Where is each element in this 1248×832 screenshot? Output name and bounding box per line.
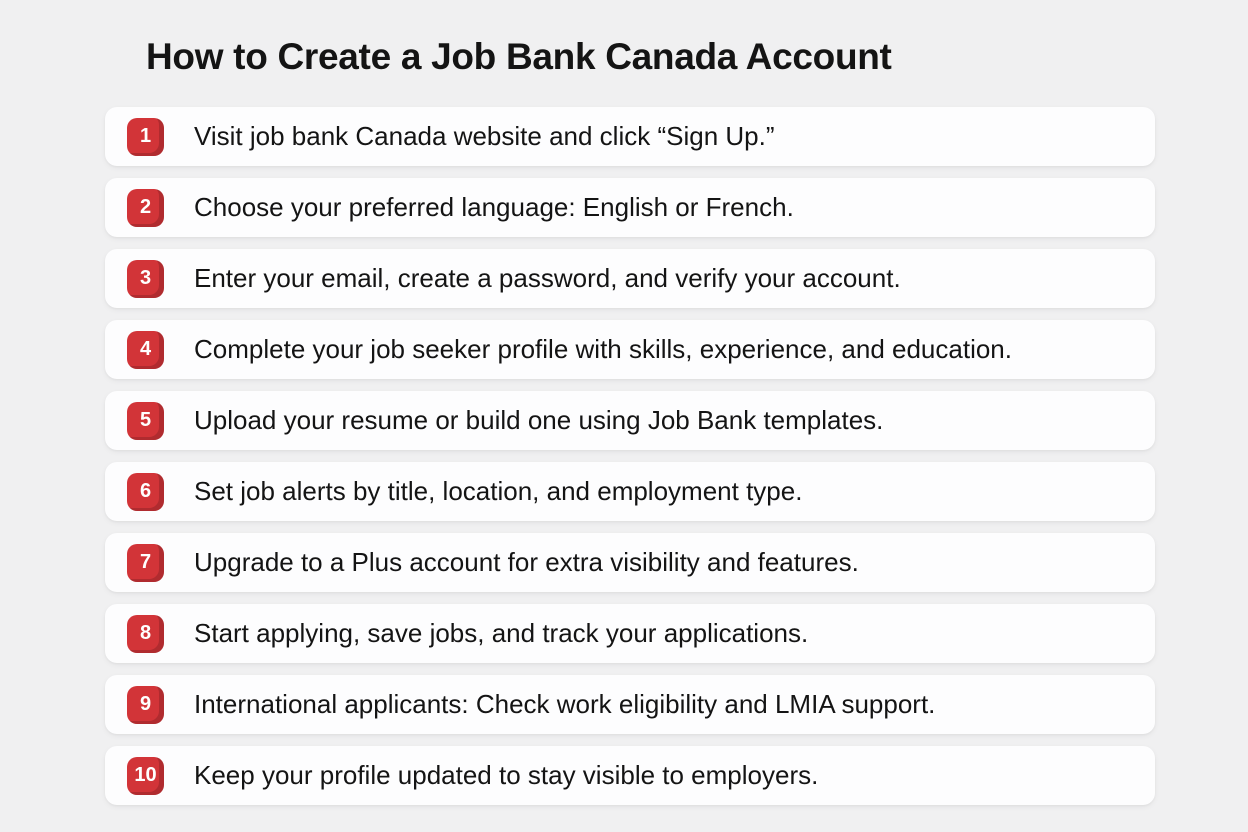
step-card <box>105 746 1155 805</box>
step-text: International applicants: Check work eligibility and LMIA support. <box>194 689 936 719</box>
step-text: Upgrade to a Plus account for extra visibility and features. <box>194 547 859 577</box>
step-number-badge: 7 <box>127 544 164 582</box>
step-card <box>105 604 1155 663</box>
step-card <box>105 107 1155 166</box>
step-card <box>105 320 1155 379</box>
step-card <box>105 249 1155 308</box>
step-number-badge: 10 <box>127 757 164 795</box>
step-text: Enter your email, create a password, and verify your account. <box>194 263 901 293</box>
step-number-badge: 1 <box>127 118 164 156</box>
step-text: Complete your job seeker profile with skills, experience, and education. <box>194 334 1012 364</box>
step-text: Start applying, save jobs, and track your applications. <box>194 618 809 648</box>
step-number-badge: 2 <box>127 189 164 227</box>
step-number-badge: 6 <box>127 473 164 511</box>
step-text: Upload your resume or build one using Job Bank templates. <box>194 405 884 435</box>
step-number-badge: 8 <box>127 615 164 653</box>
step-card <box>105 533 1155 592</box>
step-card <box>105 462 1155 521</box>
step-text: Visit job bank Canada website and click “Sign Up.” <box>194 121 775 151</box>
step-text: Set job alerts by title, location, and employment type. <box>194 476 803 506</box>
step-number-badge: 3 <box>127 260 164 298</box>
step-number-badge: 9 <box>127 686 164 724</box>
step-card <box>105 391 1155 450</box>
step-number-badge: 5 <box>127 402 164 440</box>
step-card <box>105 178 1155 237</box>
step-text: Keep your profile updated to stay visible to employers. <box>194 760 819 790</box>
steps-list <box>105 107 1155 805</box>
step-text: Choose your preferred language: English or French. <box>194 192 794 222</box>
step-number-badge: 4 <box>127 331 164 369</box>
page-title: How to Create a Job Bank Canada Account <box>146 36 892 77</box>
step-card <box>105 675 1155 734</box>
